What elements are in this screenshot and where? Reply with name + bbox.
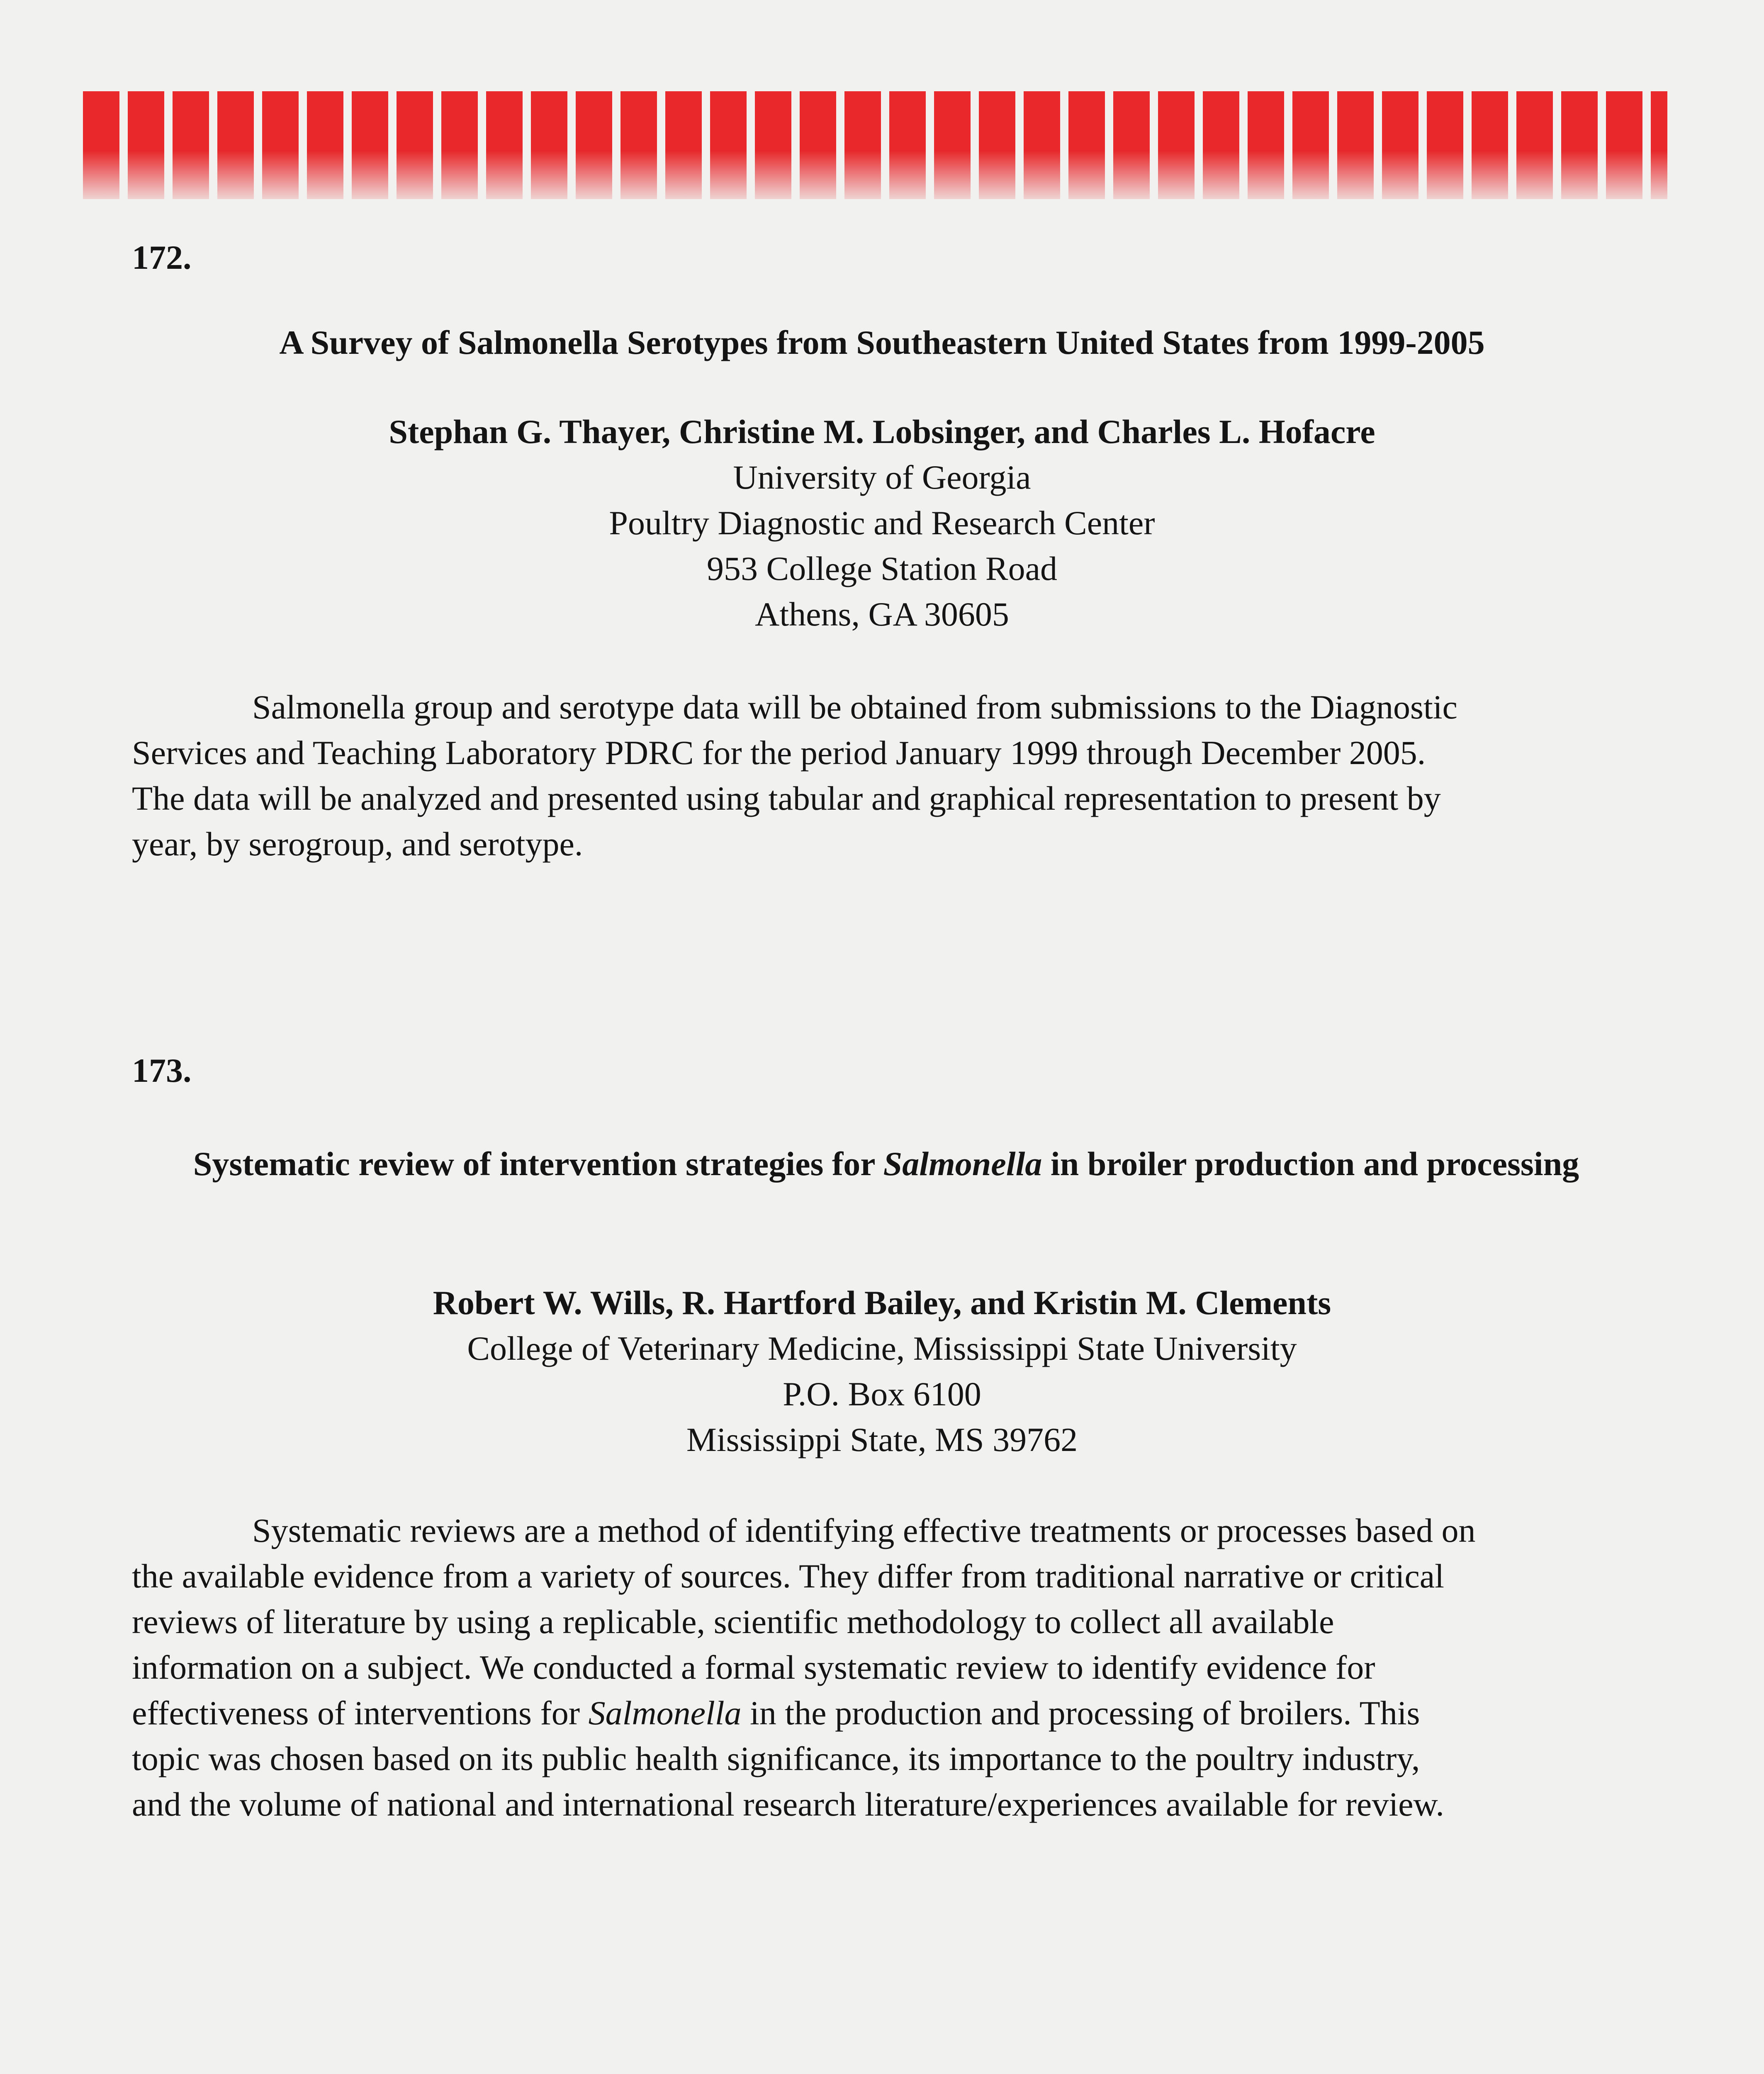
entry-title: Systematic review of intervention strategies for Salmonella in broiler production and processing: [193, 1145, 1579, 1183]
abstract-line: Systematic reviews are a method of identifying effective treatments or processes based on: [252, 1512, 1476, 1549]
entry-number: 173.: [132, 1052, 192, 1089]
affiliation-line: P.O. Box 6100: [783, 1375, 981, 1413]
red-striped-banner: [83, 91, 1667, 199]
abstract-line: information on a subject. We conducted a formal systematic review to identify evidence for: [132, 1648, 1375, 1686]
affiliation-line: Mississippi State, MS 39762: [686, 1421, 1078, 1458]
abstract-line: and the volume of national and international research literature/experiences available for review.: [132, 1785, 1444, 1823]
abstract-line: reviews of literature by using a replicable, scientific methodology to collect all available: [132, 1603, 1334, 1641]
entry-title: A Survey of Salmonella Serotypes from Southeastern United States from 1999-2005: [279, 324, 1485, 361]
abstract-line: effectiveness of interventions for Salmonella in the production and processing of broilers. This: [132, 1694, 1420, 1732]
abstract-line: year, by serogroup, and serotype.: [132, 825, 583, 863]
abstract-line: The data will be analyzed and presented using tabular and graphical representation to present by: [132, 779, 1441, 817]
entry-number: 172.: [132, 239, 192, 276]
affiliation-line: Poultry Diagnostic and Research Center: [609, 504, 1155, 542]
abstract-line: topic was chosen based on its public health significance, its importance to the poultry industry,: [132, 1740, 1420, 1777]
abstract-line: Services and Teaching Laboratory PDRC for the period January 1999 through December 2005.: [132, 734, 1426, 772]
abstract-line: the available evidence from a variety of sources. They differ from traditional narrative or critical: [132, 1557, 1444, 1595]
affiliation-line: College of Veterinary Medicine, Mississippi State University: [467, 1329, 1297, 1367]
entry-abstract: [132, 1508, 1683, 1827]
title-italic-term: Salmonella: [883, 1145, 1042, 1183]
entry-abstract: [132, 684, 1683, 867]
abstract-line: Salmonella group and serotype data will be obtained from submissions to the Diagnostic: [252, 688, 1457, 726]
entry-authors: Robert W. Wills, R. Hartford Bailey, and Kristin M. Clements: [433, 1284, 1331, 1322]
affiliation-line: University of Georgia: [733, 458, 1031, 496]
affiliation-line: 953 College Station Road: [707, 550, 1057, 587]
affiliation-line: Athens, GA 30605: [755, 595, 1009, 633]
abstract-italic-term: Salmonella: [588, 1694, 742, 1732]
entry-authors: Stephan G. Thayer, Christine M. Lobsinger, and Charles L. Hofacre: [389, 413, 1375, 450]
